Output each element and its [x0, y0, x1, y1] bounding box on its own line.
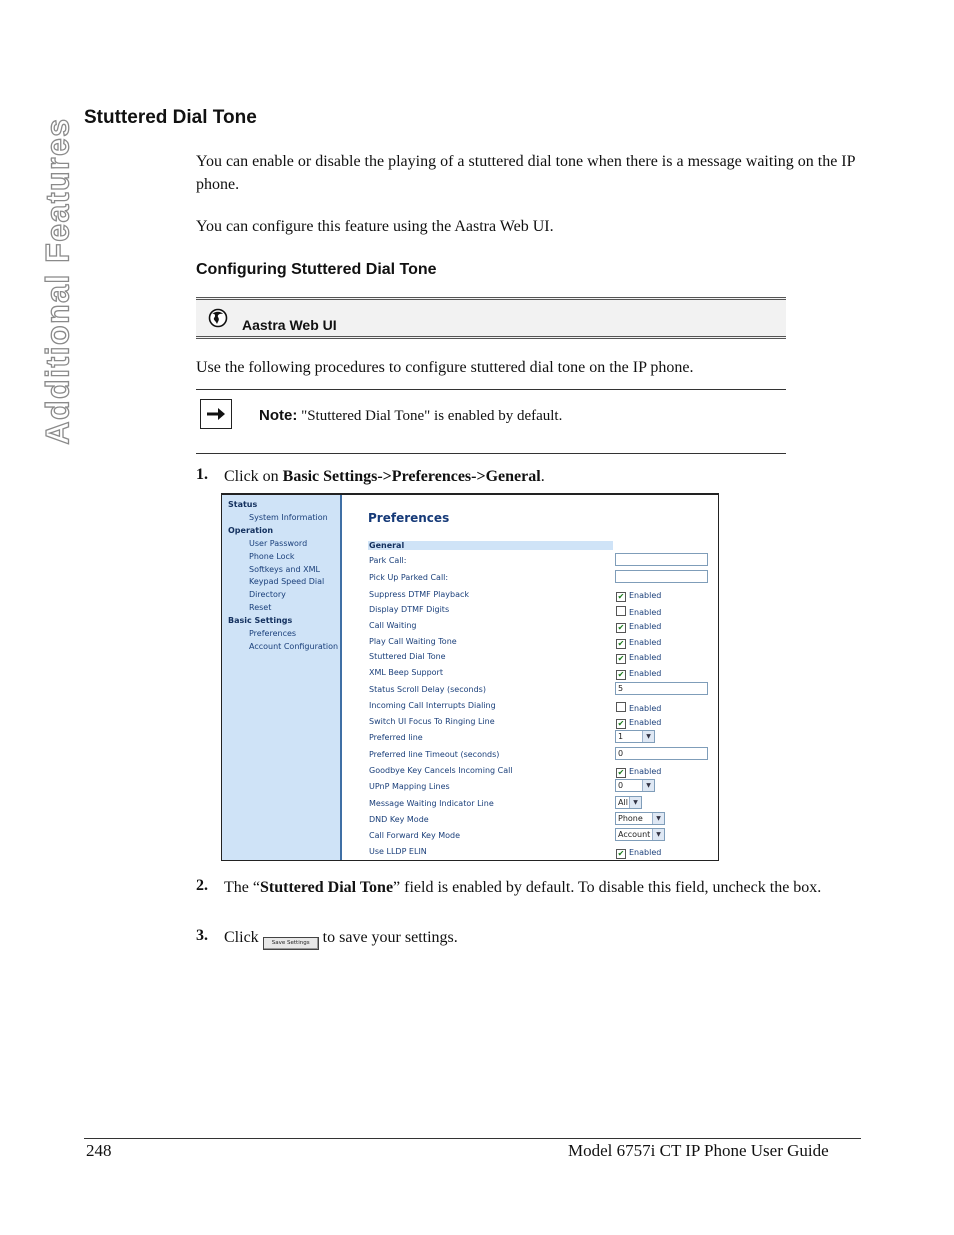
setting-label: Preferred line — [369, 733, 423, 742]
side-section-tab-label: Additional Features — [39, 116, 76, 445]
side-section-tab — [38, 108, 78, 453]
setting-label: Stuttered Dial Tone — [369, 652, 446, 661]
setting-checkbox[interactable] — [616, 638, 661, 649]
procedure-intro: Use the following procedures to configure stuttered dial tone on the IP phone. — [196, 359, 694, 376]
step-1-bold: Basic Settings->Preferences->General — [282, 468, 541, 485]
setting-checkbox[interactable] — [616, 718, 661, 729]
setting-checkbox[interactable] — [616, 669, 661, 680]
setting-label: DND Key Mode — [369, 815, 429, 824]
checkbox-label: Enabled — [629, 653, 662, 662]
preferences-screenshot — [221, 493, 719, 861]
checkbox-label: Enabled — [629, 608, 662, 617]
setting-label: Call Waiting — [369, 621, 417, 630]
setting-label: Incoming Call Interrupts Dialing — [369, 701, 496, 710]
setting-label: Display DTMF Digits — [369, 605, 450, 614]
webui-label: Aastra Web UI — [242, 317, 337, 333]
chevron-down-icon[interactable]: ▼ — [652, 813, 664, 824]
step-2-bold: Stuttered Dial Tone — [259, 879, 394, 896]
setting-dropdown[interactable] — [615, 796, 642, 809]
setting-dropdown[interactable] — [615, 812, 665, 825]
checkbox-unchecked-icon[interactable] — [616, 606, 626, 616]
intro-paragraph-1: You can enable or disable the playing of a stuttered dial tone when there is a message waiting on the IP phone. — [196, 153, 855, 193]
checkbox-label: Enabled — [629, 704, 662, 713]
step-1-pre: Click on — [224, 468, 283, 485]
step-1-number: 1. — [196, 466, 208, 483]
dropdown-value: Phone — [618, 814, 643, 823]
setting-dropdown[interactable] — [615, 828, 665, 841]
setting-label: Play Call Waiting Tone — [369, 637, 457, 646]
checkbox-checked-icon[interactable]: ✔ — [617, 719, 625, 728]
checkbox-checked-icon[interactable]: ✔ — [617, 670, 625, 679]
setting-label: Suppress DTMF Playback — [369, 590, 470, 599]
setting-label: Status Scroll Delay (seconds) — [369, 685, 486, 694]
nav-link[interactable]: Softkeys and XML — [249, 564, 320, 574]
note-text: "Stuttered Dial Tone" is enabled by default. — [301, 408, 563, 424]
step-2-pre: The “ — [224, 879, 260, 896]
note-top-rule — [196, 389, 786, 390]
nav-link[interactable]: Directory — [249, 590, 286, 600]
note-label: Note: — [259, 407, 298, 424]
chevron-down-icon[interactable]: ▼ — [642, 731, 654, 742]
checkbox-label: Enabled — [629, 622, 662, 631]
step-1-post: . — [540, 468, 545, 485]
nav-group-heading: Operation — [228, 525, 274, 535]
setting-label: XML Beep Support — [369, 668, 443, 677]
setting-label: Park Call: — [369, 556, 407, 565]
nav-link[interactable]: Account Configuration — [249, 641, 339, 651]
setting-label: Message Waiting Indicator Line — [369, 799, 494, 808]
step-2-text — [224, 877, 854, 898]
checkbox-unchecked-icon[interactable] — [616, 702, 626, 712]
setting-dropdown[interactable] — [615, 779, 655, 792]
setting-label: Goodbye Key Cancels Incoming Call — [369, 766, 513, 775]
nav-link[interactable]: Keypad Speed Dial — [249, 577, 325, 587]
dropdown-value: 1 — [618, 732, 624, 741]
setting-checkbox[interactable] — [616, 622, 661, 633]
checkbox-checked-icon[interactable]: ✔ — [617, 623, 625, 632]
setting-label: UPnP Mapping Lines — [369, 782, 450, 791]
setting-label: Use LLDP ELIN — [369, 847, 427, 856]
step-1-text — [224, 466, 545, 487]
setting-checkbox[interactable] — [616, 591, 661, 602]
checkbox-label: Enabled — [629, 767, 662, 776]
footer-rule — [84, 1138, 861, 1139]
setting-text-field[interactable]: 5 — [615, 682, 708, 695]
chevron-down-icon[interactable]: ▼ — [629, 797, 641, 808]
footer-title: Model 6757i CT IP Phone User Guide — [568, 1141, 829, 1160]
checkbox-checked-icon[interactable]: ✔ — [617, 592, 625, 601]
screenshot-nav — [222, 495, 342, 860]
chevron-down-icon[interactable]: ▼ — [652, 829, 664, 840]
setting-label: Switch UI Focus To Ringing Line — [369, 717, 495, 726]
setting-label: Pick Up Parked Call: — [369, 573, 449, 582]
checkbox-label: Enabled — [629, 638, 662, 647]
setting-checkbox[interactable] — [616, 606, 661, 617]
note — [259, 407, 562, 425]
setting-checkbox[interactable] — [616, 848, 661, 859]
setting-text-field[interactable]: 0 — [615, 747, 708, 760]
checkbox-checked-icon[interactable]: ✔ — [617, 849, 625, 858]
nav-group-heading: Basic Settings — [228, 616, 293, 626]
step-3-pre: Click — [224, 929, 263, 946]
checkbox-checked-icon[interactable]: ✔ — [617, 639, 625, 648]
checkbox-checked-icon[interactable]: ✔ — [617, 768, 625, 777]
nav-link[interactable]: User Password — [249, 538, 308, 548]
globe-icon — [208, 308, 228, 328]
nav-link[interactable]: System Information — [249, 512, 328, 522]
step-3-post: to save your settings. — [318, 929, 458, 946]
intro-paragraph-2: You can configure this feature using the Aastra Web UI. — [196, 218, 554, 235]
checkbox-checked-icon[interactable]: ✔ — [617, 654, 625, 663]
setting-dropdown[interactable] — [615, 730, 655, 743]
checkbox-label: Enabled — [629, 669, 662, 678]
setting-checkbox[interactable] — [616, 702, 661, 713]
setting-checkbox[interactable] — [616, 767, 661, 778]
arrow-right-icon — [200, 399, 232, 429]
webui-banner — [196, 297, 786, 339]
setting-label: Preferred line Timeout (seconds) — [369, 750, 500, 759]
nav-group-heading: Status — [228, 500, 258, 509]
screenshot-title: Preferences — [368, 511, 450, 525]
nav-link[interactable]: Preferences — [249, 629, 297, 638]
dropdown-value: Account — [618, 830, 651, 839]
note-bottom-rule — [196, 453, 786, 454]
step-2-post: ” field is enabled by default. To disable this field, uncheck the box. — [393, 879, 822, 896]
step-3-text — [224, 927, 458, 950]
setting-label: Call Forward Key Mode — [369, 831, 461, 840]
dropdown-value: All — [618, 798, 628, 807]
general-section-bar — [368, 541, 613, 550]
save-settings-button[interactable]: Save Settings — [263, 937, 319, 950]
checkbox-label: Enabled — [629, 591, 662, 600]
checkbox-label: Enabled — [629, 718, 662, 727]
setting-text-field[interactable] — [615, 570, 708, 583]
step-2-number: 2. — [196, 877, 208, 894]
subsection-heading: Configuring Stuttered Dial Tone — [196, 261, 437, 278]
chevron-down-icon[interactable]: ▼ — [642, 780, 654, 791]
page-number: 248 — [86, 1141, 112, 1160]
nav-link[interactable]: Reset — [249, 603, 272, 613]
step-3-number: 3. — [196, 927, 208, 944]
setting-text-field[interactable] — [615, 553, 708, 566]
general-section-label: General — [369, 541, 405, 550]
dropdown-value: 0 — [618, 781, 624, 790]
checkbox-label: Enabled — [629, 848, 662, 857]
nav-link[interactable]: Phone Lock — [249, 551, 295, 561]
setting-checkbox[interactable] — [616, 653, 661, 664]
section-heading: Stuttered Dial Tone — [84, 107, 257, 128]
